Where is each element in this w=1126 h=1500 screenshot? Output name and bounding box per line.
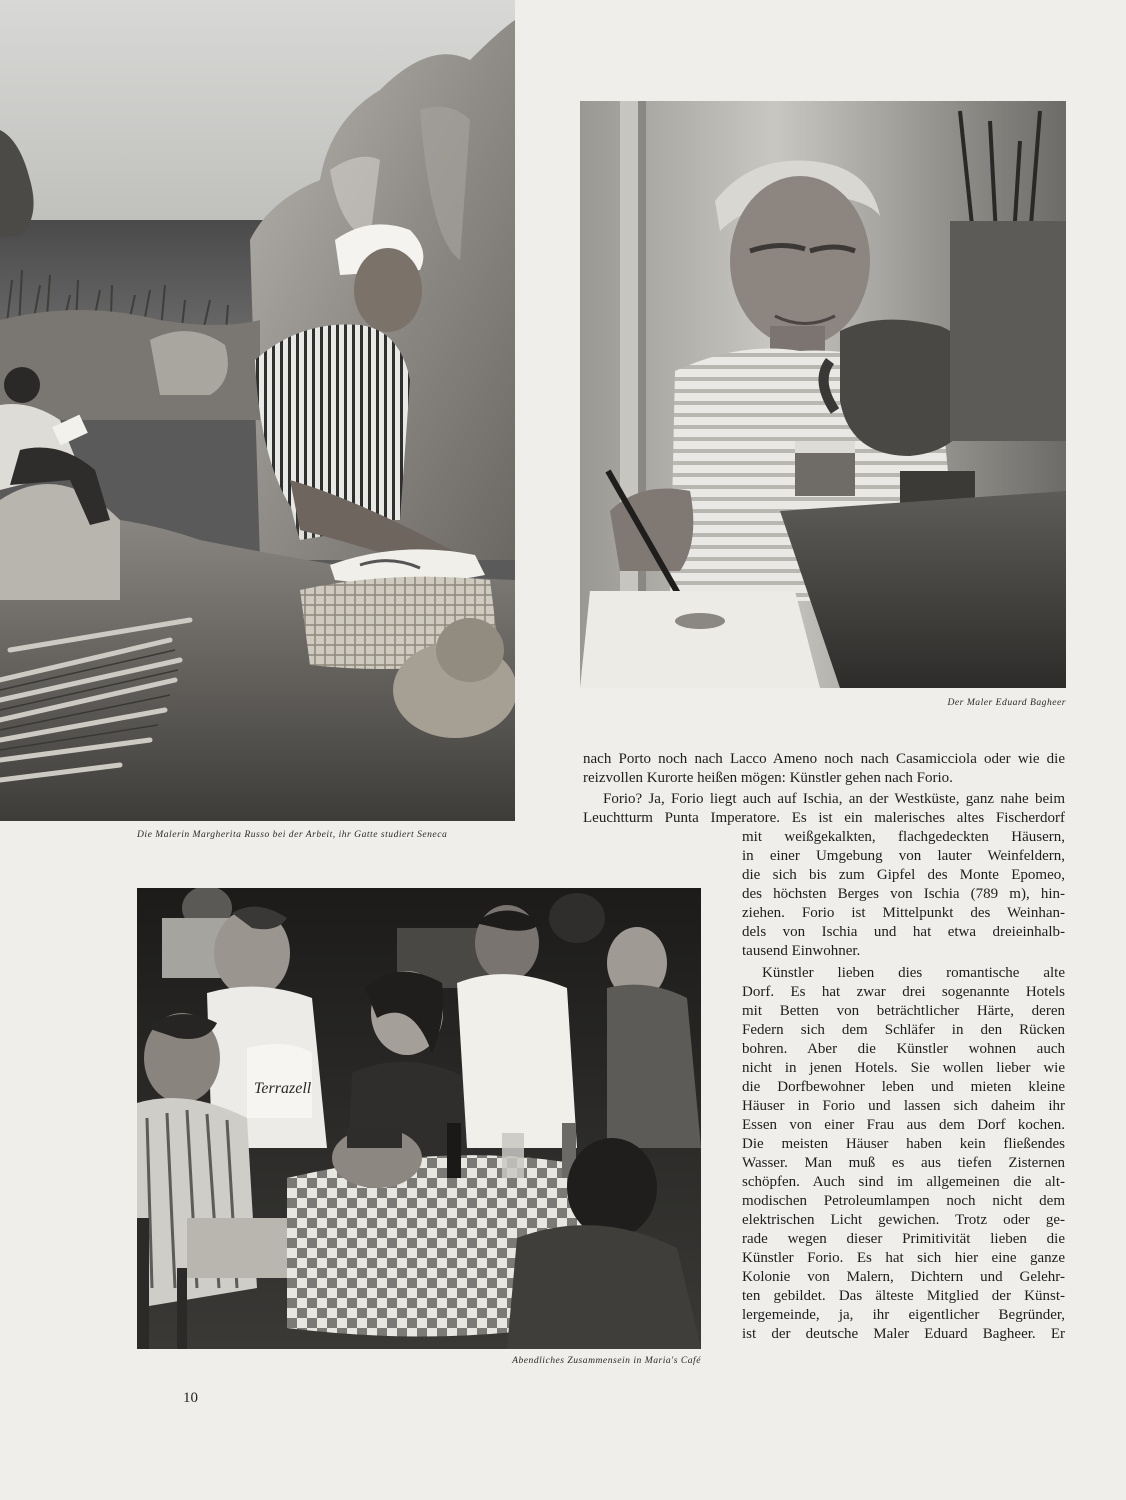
article-line: reizvollen Kurorte heißen mögen: Künstler gehen nach Forio. — [583, 770, 953, 786]
article-line: ten gebildet. Das älteste Mitglied der Künst- — [742, 1288, 1065, 1304]
article-line: des höchsten Berges von Ischia (789 m), hin- — [742, 886, 1065, 902]
article-line: in einer Umgebung von lauter Weinfeldern, — [742, 848, 1065, 864]
article-line: mit weißgekalkten, flachgedeckten Häusern, — [742, 829, 1065, 845]
article-line: Künstler lieben dies romantische alte — [762, 965, 1065, 981]
article-line: elektrischen Licht gewichen. Trotz oder ge- — [742, 1212, 1065, 1228]
article-line: Essen von einer Frau aus dem Dorf kochen. — [742, 1117, 1065, 1133]
article-line: Häuser in Forio und lassen sich daheim ihr — [742, 1098, 1065, 1114]
photo-cafe-graphic — [137, 888, 701, 1349]
article-line: nach Porto noch nach Lacco Ameno noch nach Casamicciola oder wie die — [583, 751, 1065, 767]
photo-margherita-russo — [0, 0, 515, 821]
apron-lettering: Terrazell — [254, 1080, 312, 1097]
article-line: modischen Petroleumlampen noch nicht dem — [742, 1193, 1065, 1209]
article-line: Wasser. Man muß es aus tiefen Zisternen — [742, 1155, 1065, 1171]
caption-margherita-russo: Die Malerin Margherita Russo bei der Arbeit, ihr Gatte studiert Seneca — [137, 829, 448, 840]
article-line: Die meisten Häuser haben kein fließendes — [742, 1136, 1065, 1152]
article-line: tausend Einwohner. — [742, 943, 861, 959]
article-line: nicht in jenen Hotels. Sie wollen lieber wie — [742, 1060, 1065, 1076]
article-line: Künstler Forio. Es hat sich hier eine ganze — [742, 1250, 1065, 1266]
page-number: 10 — [183, 1390, 198, 1406]
article-line: bohren. Aber die Künstler wohnen auch — [742, 1041, 1065, 1057]
article-line: Leuchtturm Punta Imperatore. Es ist ein malerisches altes Fischerdorf — [583, 810, 1065, 826]
article-line: Forio? Ja, Forio liegt auch auf Ischia, an der Westküste, ganz nahe beim — [603, 791, 1065, 807]
article-line: Federn sich dem Schläfer in den Rücken — [742, 1022, 1065, 1038]
photo-marias-cafe — [137, 888, 701, 1349]
article-line: Dorf. Es hat zwar drei sogenannte Hotels — [742, 984, 1065, 1000]
article-line: ziehen. Forio ist Mittelpunkt des Weinhan- — [742, 905, 1065, 921]
article-line: ist der deutsche Maler Eduard Bagheer. Er — [742, 1326, 1065, 1342]
article-line: lergemeinde, ja, ihr eigentlicher Begründer, — [742, 1307, 1065, 1323]
caption-marias-cafe: Abendliches Zusammensein in Maria's Café — [512, 1355, 701, 1366]
caption-eduard-bagheer: Der Maler Eduard Bagheer — [947, 697, 1066, 708]
article-line: Kolonie von Malern, Dichtern und Gelehr- — [742, 1269, 1065, 1285]
article-line: die sich bis zum Gipfel des Monte Epomeo, — [742, 867, 1065, 883]
article-line: dels von Ischia und hat etwa dreieinhalb- — [742, 924, 1065, 940]
article-line: rade wegen dieser Primitivität lieben die — [742, 1231, 1065, 1247]
photo-eduard-bagheer — [580, 101, 1066, 688]
article-line: die Dorfbewohner leben und mieten kleine — [742, 1079, 1065, 1095]
photo-bagheer-graphic — [580, 101, 1066, 688]
photo-margherita-graphic — [0, 0, 515, 821]
article-line: schöpfen. Auch sind im allgemeinen die alt- — [742, 1174, 1065, 1190]
article-line: mit Betten von beträchtlicher Härte, deren — [742, 1003, 1065, 1019]
